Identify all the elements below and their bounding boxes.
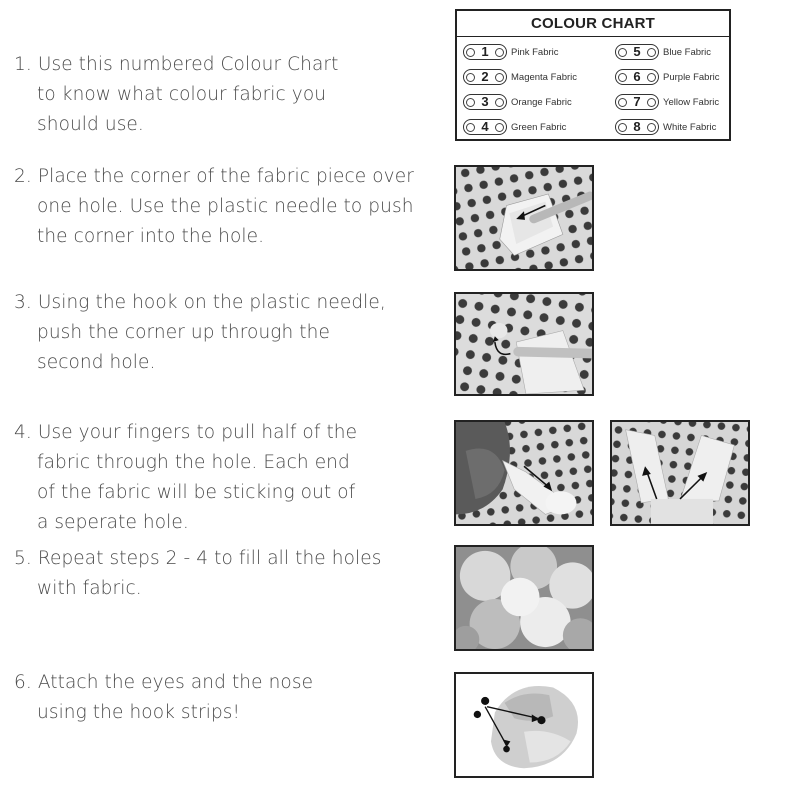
step-1-line-3: should use. bbox=[37, 114, 144, 135]
step-3-photo bbox=[454, 292, 594, 396]
number-pill: 6 bbox=[615, 69, 659, 85]
step-3-line-1: 3. Using the hook on the plastic needle, bbox=[14, 292, 386, 313]
colour-chart-grid bbox=[457, 37, 729, 137]
step-4 bbox=[14, 418, 357, 538]
colour-chart-item-6 bbox=[615, 67, 720, 87]
step-6-photo bbox=[454, 672, 594, 778]
step-4-line-1: 4. Use your fingers to pull half of the bbox=[14, 422, 358, 443]
step-2-line-1: 2. Place the corner of the fabric piece over bbox=[14, 166, 414, 187]
colour-label: Yellow Fabric bbox=[663, 96, 720, 108]
number-pill: 8 bbox=[615, 119, 659, 135]
number-pill: 4 bbox=[463, 119, 507, 135]
colour-chart-item-4 bbox=[463, 117, 566, 137]
step-5-line-1: 5. Repeat steps 2 - 4 to fill all the holes bbox=[14, 548, 382, 569]
step-5-line-2: with fabric. bbox=[37, 578, 142, 599]
colour-chart-item-8 bbox=[615, 117, 716, 137]
step-3 bbox=[14, 288, 386, 378]
colour-label: White Fabric bbox=[663, 121, 717, 133]
colour-chart-item-5 bbox=[615, 42, 711, 62]
colour-chart-item-1 bbox=[463, 42, 559, 62]
colour-chart-item-3 bbox=[463, 92, 572, 112]
step-4-photo-right bbox=[610, 420, 750, 526]
step-5-photo bbox=[454, 545, 594, 651]
step-6-line-1: 6. Attach the eyes and the nose bbox=[14, 672, 314, 693]
colour-label: Magenta Fabric bbox=[511, 71, 578, 83]
step-2-photo bbox=[454, 165, 594, 271]
colour-label: Purple Fabric bbox=[663, 71, 720, 83]
step-4-photo-left bbox=[454, 420, 594, 526]
colour-chart-item-7 bbox=[615, 92, 719, 112]
step-3-line-3: second hole. bbox=[37, 352, 156, 373]
number-pill: 2 bbox=[463, 69, 507, 85]
step-4-line-3: of the fabric will be sticking out of bbox=[37, 482, 356, 503]
step-2 bbox=[14, 162, 414, 252]
step-5 bbox=[14, 544, 381, 604]
number-pill: 3 bbox=[463, 94, 507, 110]
colour-chart-item-2 bbox=[463, 67, 577, 87]
colour-label: Pink Fabric bbox=[511, 46, 559, 58]
colour-label: Orange Fabric bbox=[511, 96, 572, 108]
step-6 bbox=[14, 668, 313, 728]
number-pill: 5 bbox=[615, 44, 659, 60]
step-1-line-1: 1. Use this numbered Colour Chart bbox=[14, 54, 339, 75]
number-pill: 1 bbox=[463, 44, 507, 60]
number-pill: 7 bbox=[615, 94, 659, 110]
step-4-line-2: fabric through the hole. Each end bbox=[37, 452, 350, 473]
step-2-line-3: the corner into the hole. bbox=[37, 226, 265, 247]
step-1-line-2: to know what colour fabric you bbox=[37, 84, 327, 105]
step-3-line-2: push the corner up through the bbox=[37, 322, 330, 343]
step-2-line-2: one hole. Use the plastic needle to push bbox=[37, 196, 414, 217]
colour-label: Blue Fabric bbox=[663, 46, 712, 58]
colour-chart-title: COLOUR CHART bbox=[457, 11, 729, 37]
step-4-line-4: a seperate hole. bbox=[37, 512, 189, 533]
colour-chart bbox=[455, 9, 731, 141]
colour-label: Green Fabric bbox=[511, 121, 567, 133]
step-1 bbox=[14, 50, 338, 140]
step-6-line-2: using the hook strips! bbox=[37, 702, 241, 723]
